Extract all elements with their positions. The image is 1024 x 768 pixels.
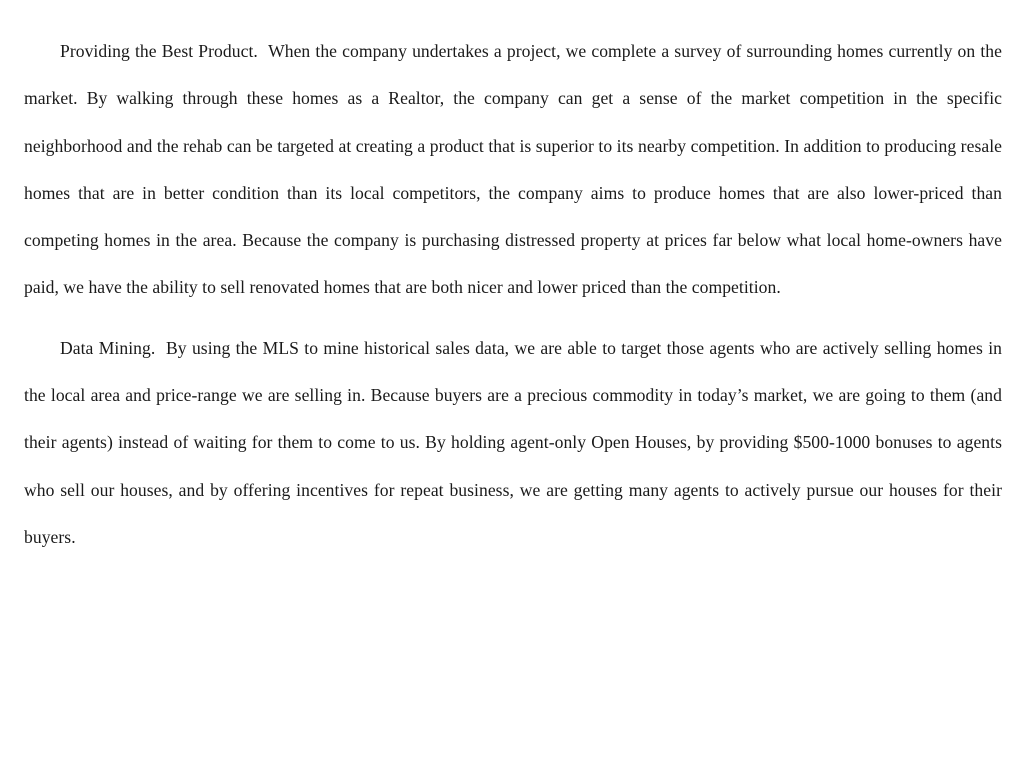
paragraph-best-product [24, 28, 1002, 312]
paragraph-heading: Providing the Best Product. [60, 41, 258, 61]
paragraph-heading: Data Mining. [60, 337, 156, 358]
paragraph-data-mining [24, 325, 1002, 561]
document-page [24, 28, 1002, 561]
paragraph-body: When the company undertakes a project, we complete a survey of surrounding homes currently on the market. By walking through these homes as a Realtor, the company can get a sense of the market competition in the specific neighborhood and the rehab can be targeted at creating a product that is superior to its nearby competition. In addition to producing resale homes that are in better condition than its local competitors, the company aims to produce homes that are also lower-priced than competing homes in the area. Because the company is purchasing distressed property at prices far below what local home-owners have paid, we have the ability to sell renovated homes that are both nicer and lower priced than the competition. [24, 41, 1002, 298]
paragraph-body: By using the MLS to mine historical sales data, we are able to target those agents who are actively selling homes in the local area and price-range we are selling in. Because buyers are a precious commodity in today’s market, we are going to them (and their agents) instead of waiting for them to come to us. By holding agent-only Open Houses, by providing $500-1000 bonuses to agents who sell our houses, and by offering incentives for repeat business, we are getting many agents to actively pursue our houses for their buyers. [24, 337, 1002, 547]
